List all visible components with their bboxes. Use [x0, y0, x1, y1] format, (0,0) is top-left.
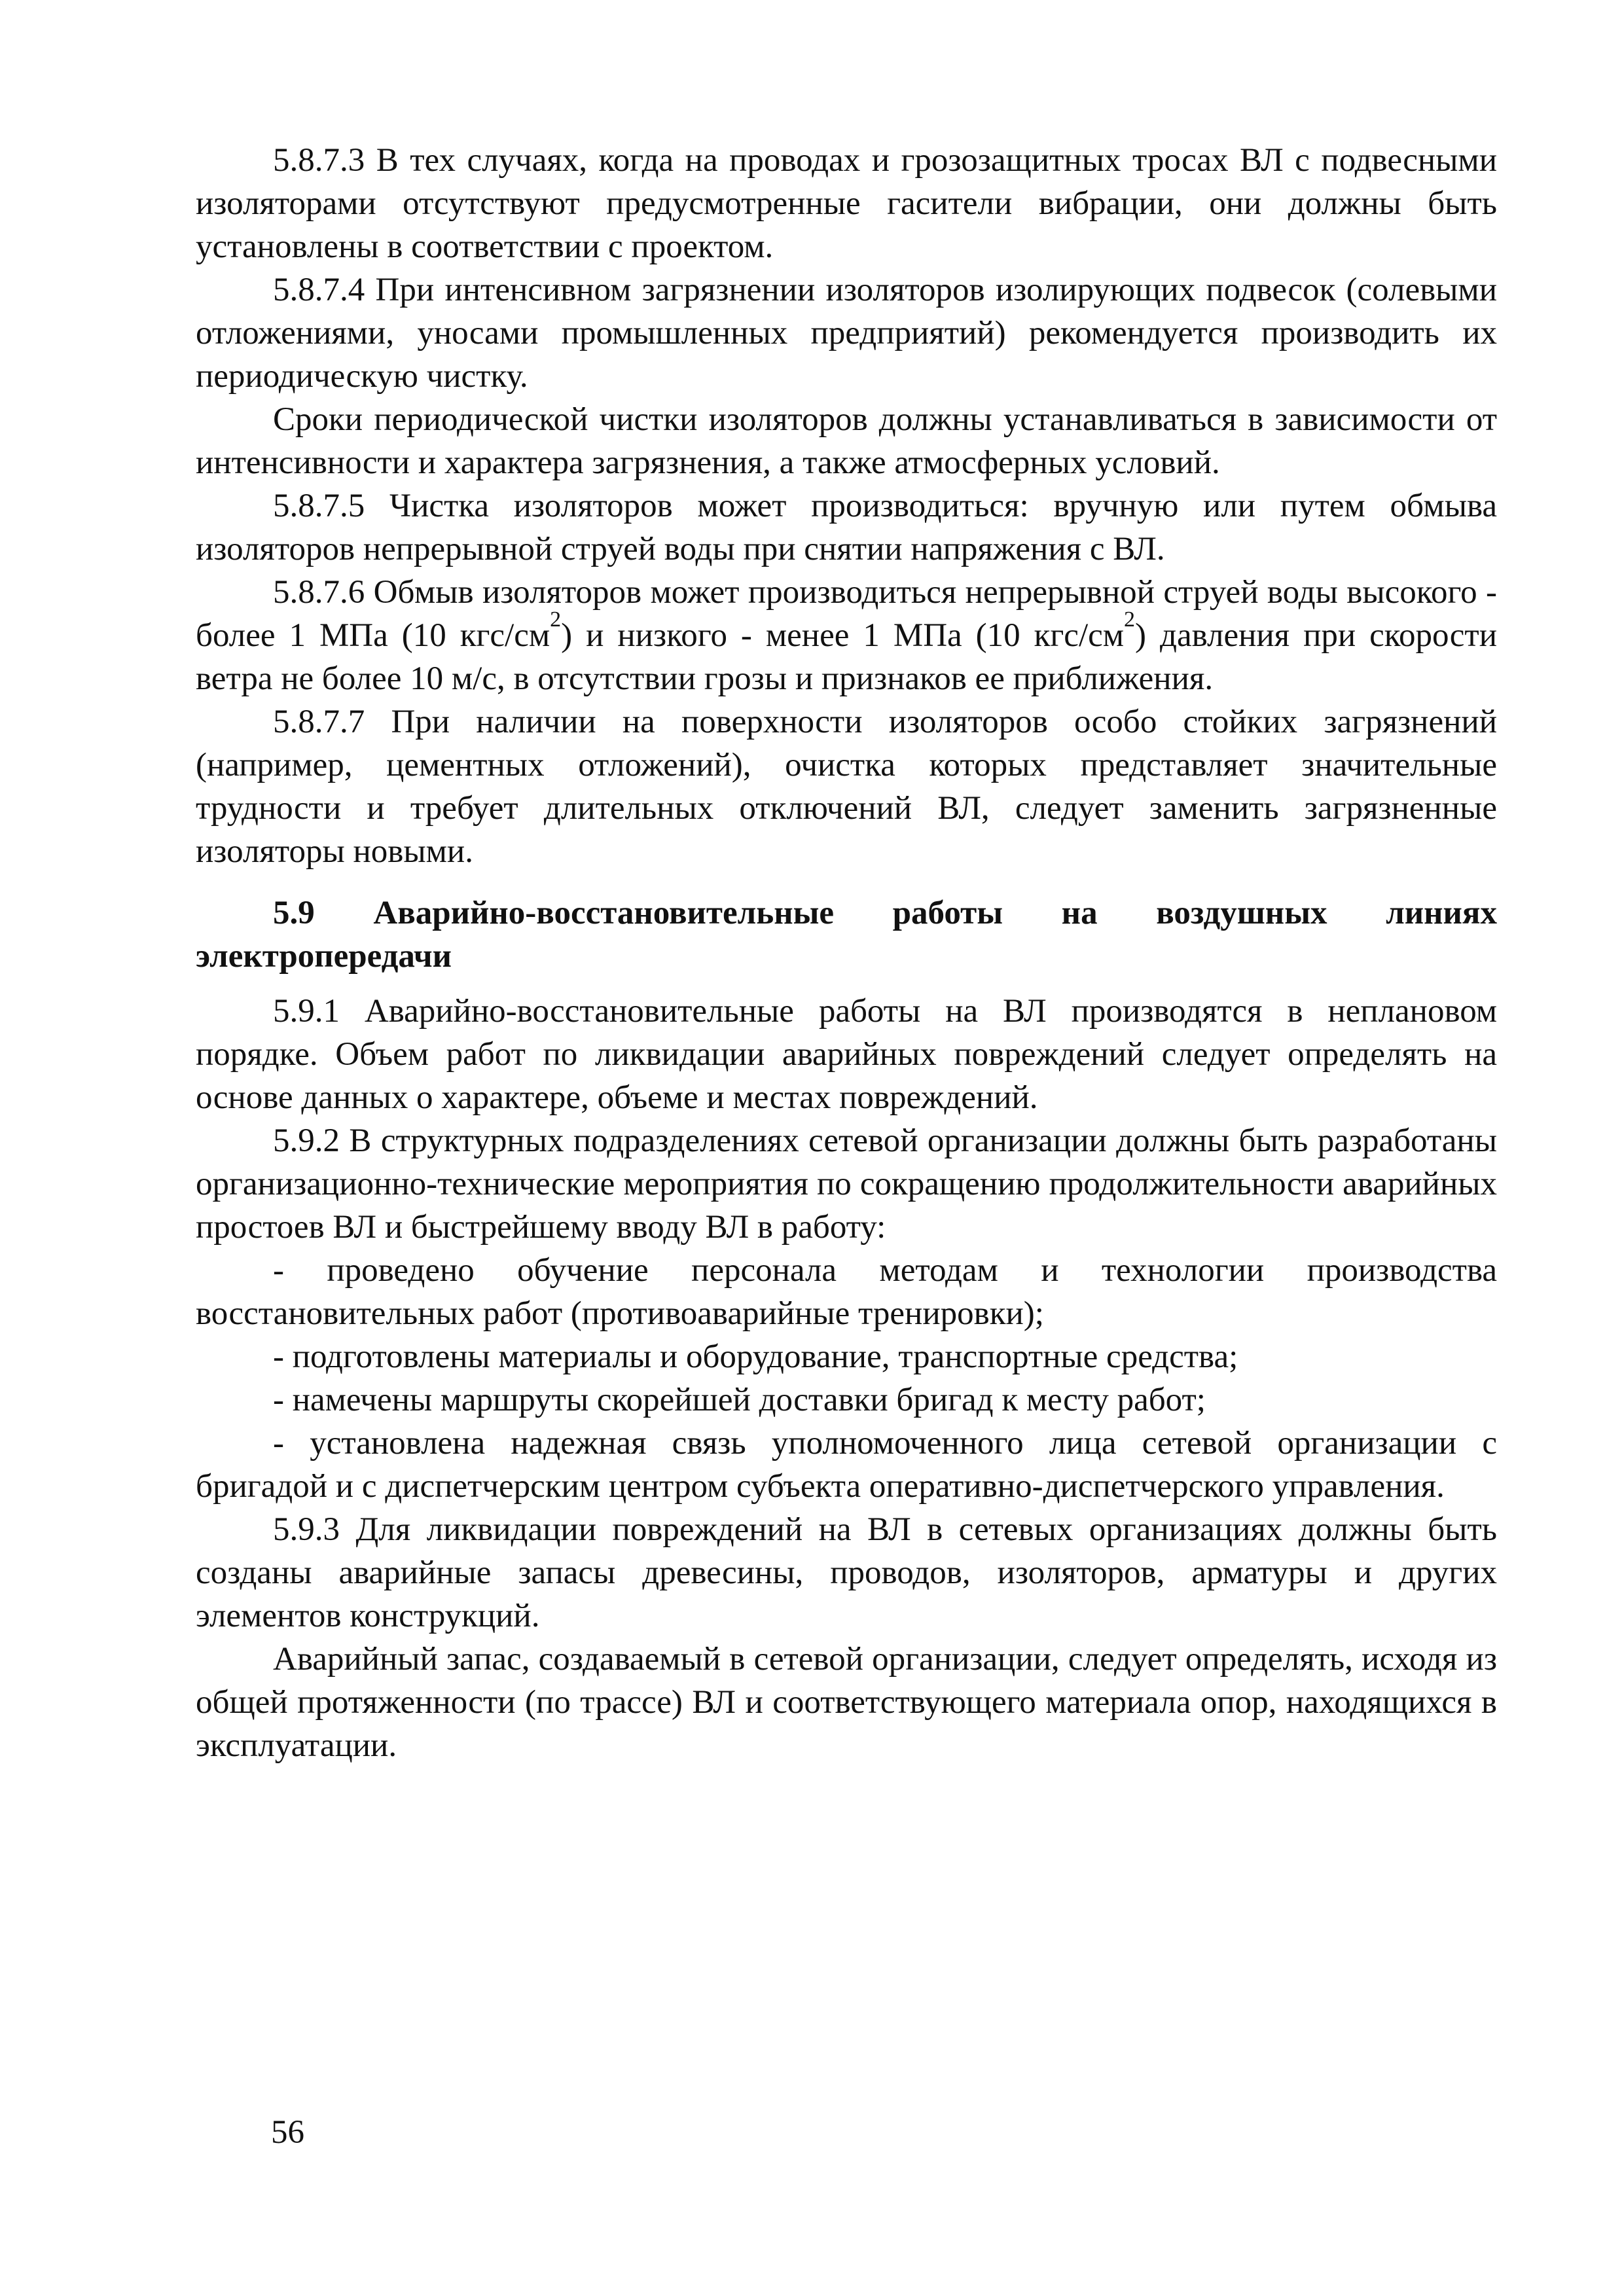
- page-number: 56: [271, 2114, 304, 2151]
- paragraph-5-8-7-6-part3: ) давления при скорости ветра не более 10 м/с, в отсутствии грозы и признаков ее приближения.: [196, 617, 1497, 697]
- paragraph-5-9-1: 5.9.1 Аварийно-восстановительные работы на ВЛ производятся в неплановом порядке. Объем работ по ликвидации аварийных повреждений следует определять на основе данных о характере, объеме и местах повреждений.: [196, 993, 1497, 1116]
- paragraph-emergency-reserve: Аварийный запас, создаваемый в сетевой организации, следует определять, исходя из общей протяженности (по трассе) ВЛ и соответствующего материала опор, находящихся в эксплуатации.: [196, 1641, 1497, 1764]
- paragraph-5-8-7-6: [196, 571, 1497, 700]
- paragraph-5-8-7-3: 5.8.7.3 В тех случаях, когда на проводах и грозозащитных тросах ВЛ с подвесными изоляторами отсутствуют предусмотренные гасители вибрации, они должны быть установлены в соответствии с проектом.: [196, 142, 1497, 265]
- document-page: [196, 139, 1497, 1767]
- paragraph-5-8-7-5: 5.8.7.5 Чистка изоляторов может производиться: вручную или путем обмыва изоляторов непрерывной струей воды при снятии напряжения с ВЛ.: [196, 488, 1497, 567]
- section-heading-5-9: 5.9 Аварийно-восстановительные работы на воздушных линиях электропередачи: [196, 895, 1497, 975]
- superscript-2: 2: [550, 607, 562, 632]
- paragraph-5-8-7-7: 5.8.7.7 При наличии на поверхности изоляторов особо стойких загрязнений (например, цементных отложений), очистка которых представляет значительные трудности и требует длительных отключений ВЛ, следует заменить загрязненные изоляторы новыми.: [196, 704, 1497, 870]
- list-item-routes: - намечены маршруты скорейшей доставки бригад к месту работ;: [273, 1382, 1206, 1418]
- paragraph-5-8-7-4: 5.8.7.4 При интенсивном загрязнении изоляторов изолирующих подвесок (солевыми отложениями, уносами промышленных предприятий) рекомендуется производить их периодическую чистку.: [196, 272, 1497, 395]
- paragraph-5-9-2: 5.9.2 В структурных подразделениях сетевой организации должны быть разработаны организационно-технические мероприятия по сокращению продолжительности аварийных простоев ВЛ и быстрейшему вводу ВЛ в работу:: [196, 1122, 1497, 1246]
- list-item-communication: - установлена надежная связь уполномоченного лица сетевой организации с бригадой и с диспетчерским центром субъекта оперативно-диспетчерского управления.: [196, 1425, 1497, 1505]
- superscript-2: 2: [1124, 607, 1136, 632]
- paragraph-5-8-7-6-part2: ) и низкого - менее 1 МПа (10 кгс/см: [561, 617, 1125, 654]
- paragraph-cleaning-terms: Сроки периодической чистки изоляторов должны устанавливаться в зависимости от интенсивности и характера загрязнения, а также атмосферных условий.: [196, 401, 1497, 481]
- list-item-training: - проведено обучение персонала методам и технологии производства восстановительных работ (противоаварийные тренировки);: [196, 1252, 1497, 1332]
- paragraph-5-9-3: 5.9.3 Для ликвидации повреждений на ВЛ в сетевых организациях должны быть созданы аварийные запасы древесины, проводов, изоляторов, арматуры и других элементов конструкций.: [196, 1511, 1497, 1634]
- list-item-materials: - подготовлены материалы и оборудование, транспортные средства;: [273, 1338, 1238, 1375]
- paragraph-5-8-7-6-part1: 5.8.7.6 Обмыв изоляторов может производиться непрерывной струей воды высокого - более 1 МПа (10 кгс/см: [196, 574, 1497, 654]
